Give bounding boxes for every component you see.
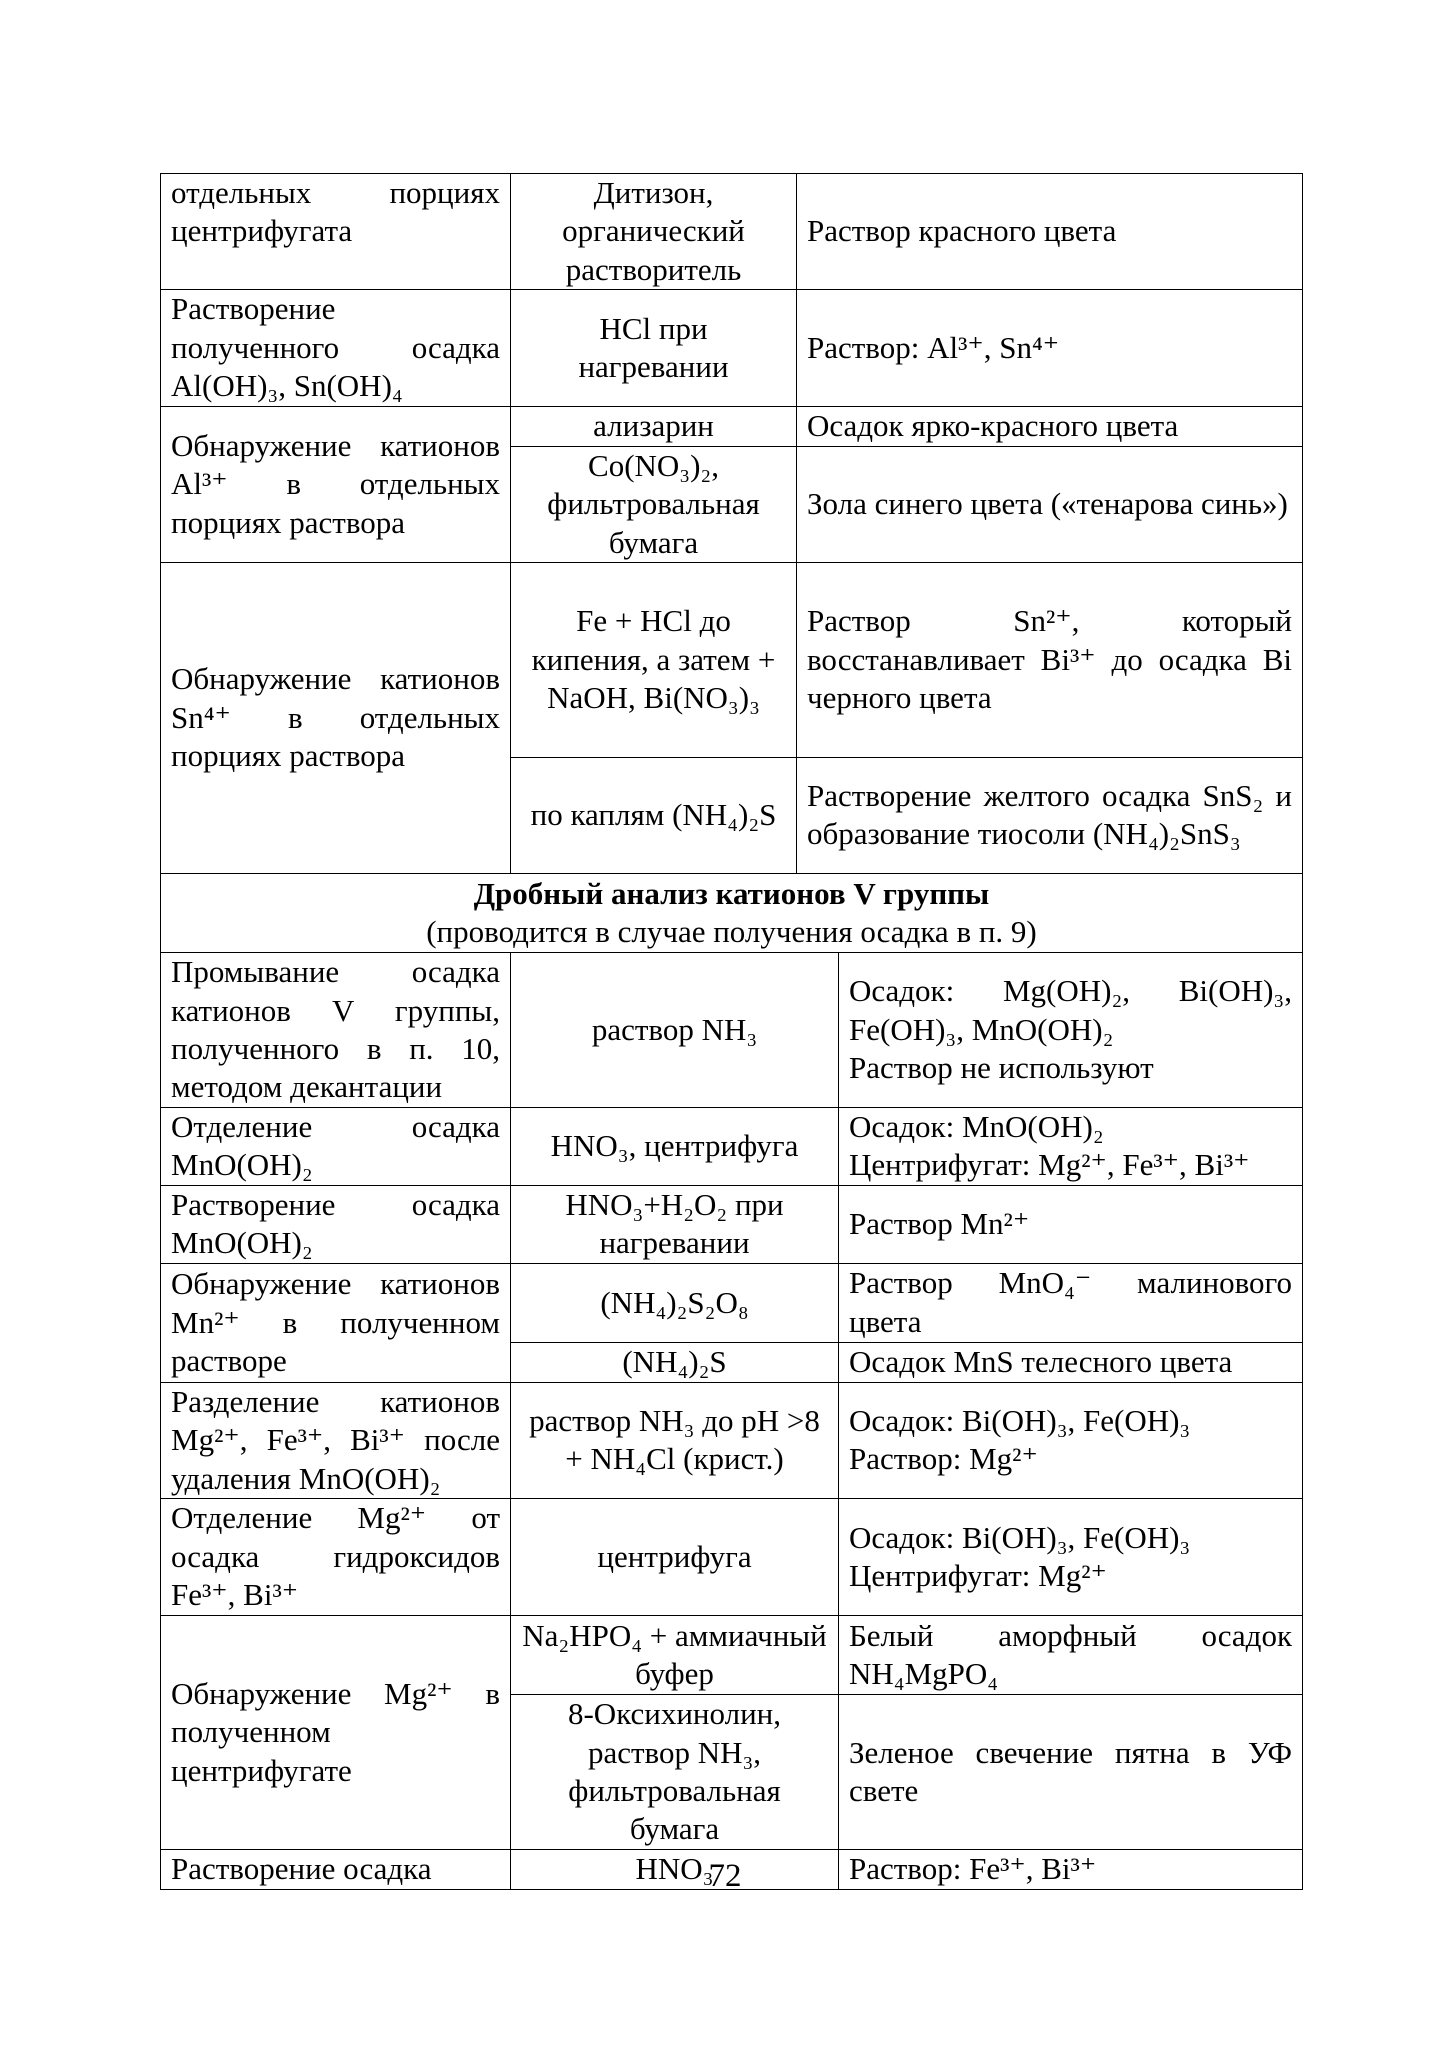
reagent-cell: (NH₄)₂S <box>511 1342 839 1382</box>
reagent-cell: Дитизон, органический растворитель <box>511 174 797 290</box>
reagent-cell: по каплям (NH₄)₂S <box>511 757 797 873</box>
result-line: Раствор: Mg²⁺ <box>849 1441 1038 1477</box>
section-subtitle: (проводится в случае получения осадка в п. 9) <box>426 913 1037 949</box>
step-cell: Растворение осадка <box>161 1849 511 1889</box>
page-number: 72 <box>708 1858 742 1894</box>
result-line: Осадок: MnO(OH)₂ <box>849 1108 1104 1144</box>
table-row <box>161 1263 1303 1342</box>
result-cell: Белый аморфный осадок NH₄MgPO₄ <box>839 1616 1303 1695</box>
table-row <box>161 1185 1303 1263</box>
result-line: Осадок: Mg(OH)₂, Bi(OH)₃, Fe(OH)₃, MnO(OH)₂ <box>849 973 1292 1047</box>
reagent-cell: HNO₃, центрифуга <box>511 1107 839 1185</box>
step-cell: Разделение катионов Mg²⁺, Fe³⁺, Bi³⁺ после удаления MnO(OH)₂ <box>161 1382 511 1498</box>
result-cell: Раствор: Fe³⁺, Bi³⁺ <box>839 1849 1303 1889</box>
result-line: Центрифугат: Mg²⁺ <box>849 1558 1107 1594</box>
step-cell: Растворение полученного осадка Al(OH)₃, Sn(OH)₄ <box>161 290 511 406</box>
reagent-cell: ализарин <box>511 406 797 446</box>
result-cell: Растворение желтого осадка SnS₂ и образование тиосоли (NH₄)₂SnS₃ <box>797 757 1303 873</box>
result-cell <box>839 1499 1303 1616</box>
reagent-cell: Na₂HPO₄ + аммиачный буфер <box>511 1616 839 1695</box>
reagent-cell: центрифуга <box>511 1499 839 1616</box>
reagent-cell: HCl при нагревании <box>511 290 797 406</box>
result-cell: Зеленое свечение пятна в УФ свете <box>839 1695 1303 1850</box>
reagent-cell: 8-Оксихинолин, раствор NH₃, фильтровальная бумага <box>511 1695 839 1850</box>
reagent-cell: Fe + HCl до кипения, а затем + NaOH, Bi(NO₃)₃ <box>511 562 797 757</box>
analysis-table <box>160 173 1303 1890</box>
step-cell: Обнаружение катионов Sn⁴⁺ в отдельных порциях раствора <box>161 562 511 873</box>
result-cell <box>839 1107 1303 1185</box>
table-row <box>161 1616 1303 1695</box>
section-title: Дробный анализ катионов V группы <box>473 875 990 911</box>
result-cell: Раствор красного цвета <box>797 174 1303 290</box>
table-row <box>161 562 1303 757</box>
table-row <box>161 290 1303 406</box>
step-cell: Растворение осадка MnO(OH)₂ <box>161 1185 511 1263</box>
step-cell: Обнаружение Mg²⁺ в полученном центрифугате <box>161 1616 511 1850</box>
reagent-cell: HNO₃ <box>511 1849 839 1889</box>
result-cell <box>839 1382 1303 1498</box>
table-row <box>161 1499 1303 1616</box>
result-cell: Осадок ярко-красного цвета <box>797 406 1303 446</box>
step-cell: Промывание осадка катионов V группы, полученного в п. 10, методом декантации <box>161 952 511 1107</box>
reagent-cell: раствор NH₃ <box>511 952 839 1107</box>
step-cell: Обнаружение катионов Al³⁺ в отдельных порциях раствора <box>161 406 511 562</box>
section-header <box>161 873 1303 952</box>
result-line: Раствор не используют <box>849 1050 1154 1086</box>
result-cell: Раствор Mn²⁺ <box>839 1185 1303 1263</box>
table-row <box>161 1107 1303 1185</box>
reagent-cell: HNO₃+H₂O₂ при нагревании <box>511 1185 839 1263</box>
result-line: Центрифугат: Mg²⁺, Fe³⁺, Bi³⁺ <box>849 1147 1250 1183</box>
result-line: Осадок: Bi(OH)₃, Fe(OH)₃ <box>849 1519 1191 1555</box>
table-row <box>161 952 1303 1107</box>
step-cell: Обнаружение катионов Mn²⁺ в полученном растворе <box>161 1263 511 1382</box>
result-line: Осадок: Bi(OH)₃, Fe(OH)₃ <box>849 1403 1191 1439</box>
result-cell: Раствор: Al³⁺, Sn⁴⁺ <box>797 290 1303 406</box>
result-cell: Зола синего цвета («тенарова синь») <box>797 446 1303 562</box>
result-cell: Раствор MnO₄⁻ малинового цвета <box>839 1263 1303 1342</box>
table-row <box>161 174 1303 290</box>
reagent-cell: (NH₄)₂S₂O₈ <box>511 1263 839 1342</box>
section-header-row <box>161 873 1303 952</box>
result-cell: Осадок MnS телесного цвета <box>839 1342 1303 1382</box>
reagent-cell: Co(NO₃)₂, фильтровальная бумага <box>511 446 797 562</box>
table-row <box>161 1382 1303 1498</box>
result-cell <box>839 952 1303 1107</box>
step-cell: Отделение осадка MnO(OH)₂ <box>161 1107 511 1185</box>
step-cell: отдельных порциях центрифугата <box>161 174 511 290</box>
table-row <box>161 406 1303 446</box>
result-cell: Раствор Sn²⁺, который восстанавливает Bi³⁺ до осадка Bi черного цвета <box>797 562 1303 757</box>
reagent-cell: раствор NH₃ до pH >8 + NH₄Cl (крист.) <box>511 1382 839 1498</box>
step-cell: Отделение Mg²⁺ от осадка гидроксидов Fe³⁺, Bi³⁺ <box>161 1499 511 1616</box>
